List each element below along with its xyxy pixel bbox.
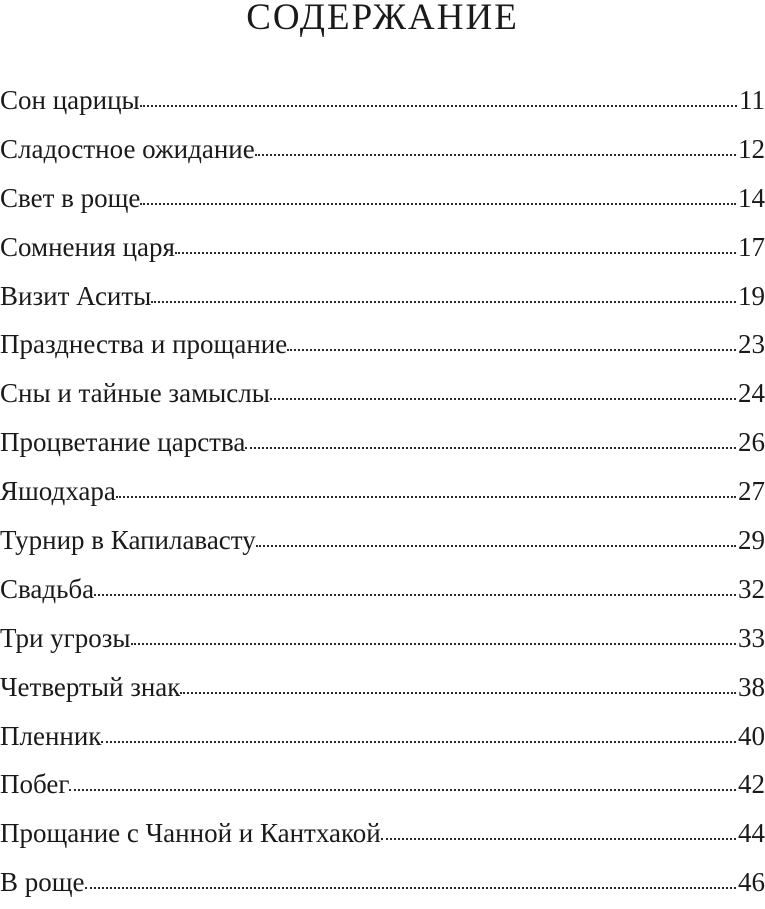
dot-leader [287, 349, 736, 351]
toc-entry-title: Сон царицы [0, 85, 140, 115]
dot-leader [101, 741, 736, 743]
toc-entry-title: В роще [0, 867, 85, 898]
toc-entry-page-number: 40 [738, 720, 765, 751]
toc-entry-page-number: 12 [738, 133, 765, 164]
dot-leader [69, 789, 736, 791]
toc-entry [0, 809, 765, 858]
dot-leader [175, 252, 736, 254]
dot-leader [151, 301, 736, 303]
toc-entry-title: Свадьба [0, 573, 95, 604]
toc-entry [0, 369, 765, 418]
toc-entry-page-number: 27 [738, 476, 765, 507]
toc-entry-page-number: 44 [738, 818, 765, 849]
table-of-contents [0, 76, 765, 907]
toc-entry [0, 712, 765, 761]
toc-entry-title: Визит Аситы [0, 280, 152, 311]
toc-entry-title: Побег [0, 769, 70, 800]
toc-entry-title: Четвертый знак [0, 671, 181, 702]
dot-leader [140, 203, 736, 205]
toc-entry-title: Три угрозы [0, 622, 131, 653]
toc-entry [0, 320, 765, 369]
toc-entry-page-number: 19 [738, 280, 765, 311]
toc-entry [0, 125, 765, 174]
toc-entry-page-number: 23 [738, 329, 765, 360]
toc-entry-title: Пленник [0, 720, 102, 751]
dot-leader [270, 398, 736, 400]
dot-leader [381, 838, 736, 840]
toc-entry [0, 614, 765, 663]
toc-entry-page-number: 26 [738, 427, 765, 458]
toc-entry [0, 272, 765, 321]
toc-entry-title: Процветание царства [0, 427, 246, 458]
dot-leader [131, 643, 736, 645]
toc-entry-page-number: 42 [738, 769, 765, 800]
toc-entry-title: Сны и тайные замыслы [0, 378, 270, 409]
dot-leader [85, 887, 736, 889]
toc-entry-page-number: 17 [738, 231, 765, 262]
toc-entry [0, 174, 765, 223]
toc-entry-page-number: 32 [738, 573, 765, 604]
toc-entry-title: Свет в роще [0, 182, 141, 213]
toc-entry-title: Сладостное ожидание [0, 133, 255, 164]
toc-entry-title: Прощание с Чанной и Кантхакой [0, 818, 381, 849]
toc-entry [0, 76, 765, 125]
toc-entry [0, 516, 765, 565]
toc-entry [0, 565, 765, 614]
toc-entry [0, 223, 765, 272]
toc-entry-page-number: 38 [738, 671, 765, 702]
dot-leader [180, 692, 736, 694]
toc-entry [0, 663, 765, 712]
toc-entry [0, 418, 765, 467]
toc-entry [0, 760, 765, 809]
dot-leader [245, 447, 736, 449]
page-title: СОДЕРЖАНИЕ [246, 0, 519, 38]
toc-entry-page-number: 11 [739, 85, 765, 115]
dot-leader [94, 594, 736, 596]
toc-entry-page-number: 14 [738, 182, 765, 213]
toc-entry-title: Сомнения царя [0, 231, 175, 262]
dot-leader [140, 105, 737, 107]
toc-entry [0, 858, 765, 907]
dot-leader [255, 154, 736, 156]
dot-leader [256, 545, 736, 547]
toc-entry-title: Празднества и прощание [0, 329, 288, 360]
toc-entry-page-number: 24 [738, 378, 765, 409]
toc-entry-title: Яшодхара [0, 476, 116, 507]
dot-leader [116, 496, 736, 498]
toc-entry-page-number: 33 [738, 622, 765, 653]
toc-entry [0, 467, 765, 516]
toc-entry-page-number: 29 [738, 525, 765, 556]
toc-entry-title: Турнир в Капилавасту [0, 525, 256, 556]
toc-entry-page-number: 46 [738, 867, 765, 898]
